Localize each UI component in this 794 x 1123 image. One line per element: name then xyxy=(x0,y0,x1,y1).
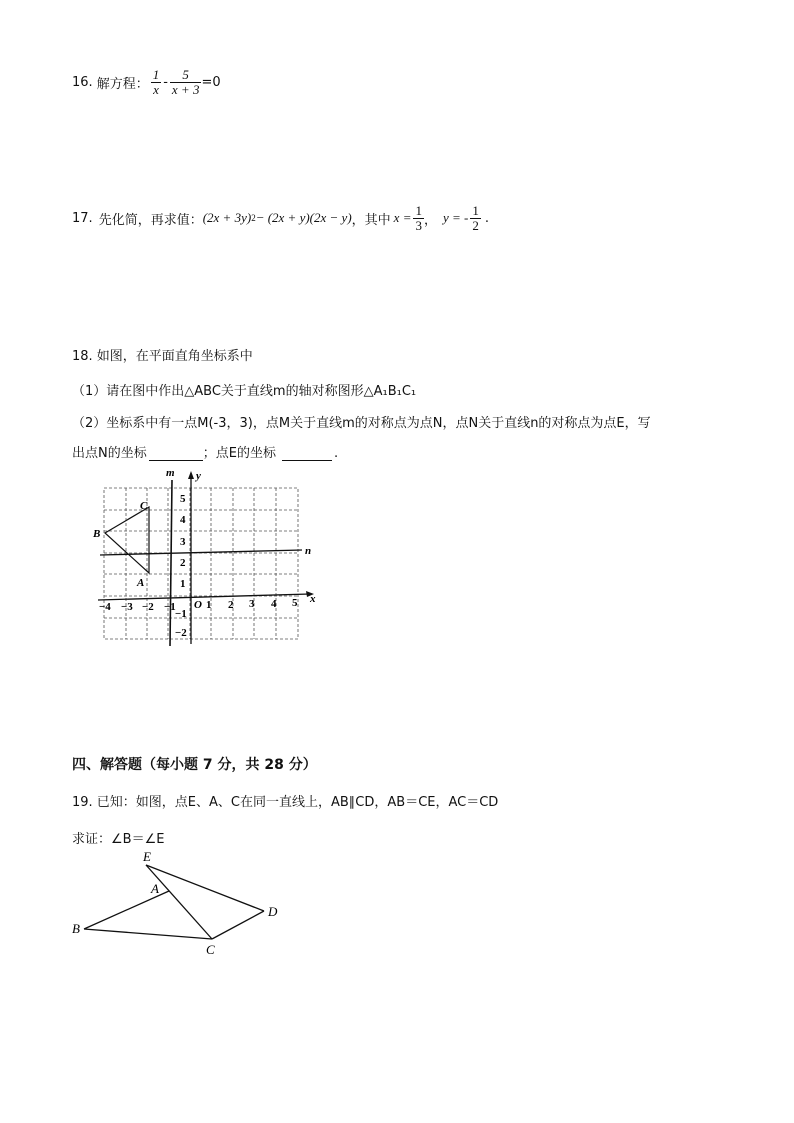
q17-sep: ， xyxy=(423,212,437,228)
q19-figure xyxy=(66,845,296,963)
label-c: C xyxy=(206,942,215,957)
y-axis-arrow xyxy=(188,471,194,479)
label-y: y xyxy=(196,470,201,482)
q17-number: 17. xyxy=(72,210,93,226)
line-n xyxy=(100,550,302,555)
q18-part1: （1）请在图中作出△ABC关于直线m的轴对称图形△A₁B₁C₁ xyxy=(72,384,417,399)
label-e: E xyxy=(143,849,151,864)
segment-ba xyxy=(84,891,169,929)
dashed-grid xyxy=(104,488,298,639)
q18-e-label: ；点E的坐标 xyxy=(202,446,276,461)
x-tick: 2 xyxy=(228,599,234,611)
q16-minus: - xyxy=(163,74,168,90)
q17-end: . xyxy=(484,210,489,226)
label-b: B xyxy=(72,921,80,936)
segment-bc xyxy=(84,929,212,939)
segment-ed xyxy=(146,865,264,911)
x-tick: 1 xyxy=(206,599,212,611)
q17-expr-a: (2x + 3y) xyxy=(202,210,252,225)
q19-line1: 19. 已知：如图，点E、A、C在同一直线上，AB∥CD，AB＝CE，AC＝CD xyxy=(72,795,499,810)
q16-text: 解方程： xyxy=(96,76,149,92)
y-tick: 3 xyxy=(180,536,186,548)
q17-y-fraction: $\frac{1}{2}$ xyxy=(472,202,479,233)
q16-number: 16. xyxy=(72,74,93,90)
q17-x-eq: x = xyxy=(393,210,412,225)
line-m xyxy=(170,480,172,646)
q18-title: 18. 如图，在平面直角坐标系中 xyxy=(72,349,253,364)
q18-n-answer-blank[interactable] xyxy=(149,448,203,461)
q16-equals-zero: =0 xyxy=(201,74,221,90)
x-axis xyxy=(98,594,310,600)
q17-text: 先化简，再求值： xyxy=(98,212,203,228)
y-tick: 5 xyxy=(180,493,186,505)
q18-n-label: 出点N的坐标 xyxy=(72,446,147,461)
label-a: A xyxy=(151,881,159,896)
x-tick: 4 xyxy=(271,598,277,610)
segment-cd xyxy=(212,911,264,939)
label-origin: O xyxy=(194,599,202,611)
q17-where: ，其中 xyxy=(351,212,391,228)
label-n: n xyxy=(305,545,312,557)
y-tick: −1 xyxy=(175,608,187,620)
q17-y-eq: y = - xyxy=(442,210,469,225)
q17-exponent: 2 xyxy=(251,213,256,223)
y-tick-labels xyxy=(175,493,187,639)
x-tick: −4 xyxy=(99,601,111,613)
y-tick: 4 xyxy=(180,514,186,526)
segment-eac xyxy=(146,865,212,939)
label-vertex-b: B xyxy=(93,528,101,540)
q16-fraction-2: $\frac{5}{x + 3}$ xyxy=(171,66,200,97)
x-tick: −2 xyxy=(142,601,154,613)
x-tick: 5 xyxy=(292,597,298,609)
x-tick: −3 xyxy=(121,601,133,613)
coordinate-grid-figure xyxy=(88,462,328,652)
x-tick: 3 xyxy=(249,598,255,610)
label-x: x xyxy=(310,593,316,605)
q18-e-answer-blank[interactable] xyxy=(282,448,332,461)
label-m: m xyxy=(166,467,175,479)
y-tick: 1 xyxy=(180,578,186,590)
q17-x-fraction: $\frac{1}{3}$ xyxy=(415,202,422,233)
y-tick: −2 xyxy=(175,627,187,639)
q19-line2: 求证：∠B＝∠E xyxy=(72,832,165,847)
q18-part2-line1: （2）坐标系中有一点M(-3，3)，点M关于直线m的对称点为点N，点N关于直线n的对称点为点E，写 xyxy=(72,416,651,431)
label-vertex-c: C xyxy=(140,500,148,512)
q16 xyxy=(72,62,221,102)
triangle-abc xyxy=(105,507,149,573)
y-tick: 2 xyxy=(180,557,186,569)
q17 xyxy=(72,198,489,238)
label-vertex-a: A xyxy=(137,577,145,589)
x-tick: −1 xyxy=(164,601,176,613)
q16-fraction-1: $\frac{1}{x}$ xyxy=(152,66,160,97)
section-heading: 四、解答题（每小题 7 分，共 28 分） xyxy=(72,757,317,773)
q17-expr-b: − (2x + y)(2x − y) xyxy=(255,210,352,225)
q18-period: . xyxy=(333,446,339,461)
q18-part2-line2 xyxy=(72,442,338,461)
label-d: D xyxy=(268,904,278,919)
